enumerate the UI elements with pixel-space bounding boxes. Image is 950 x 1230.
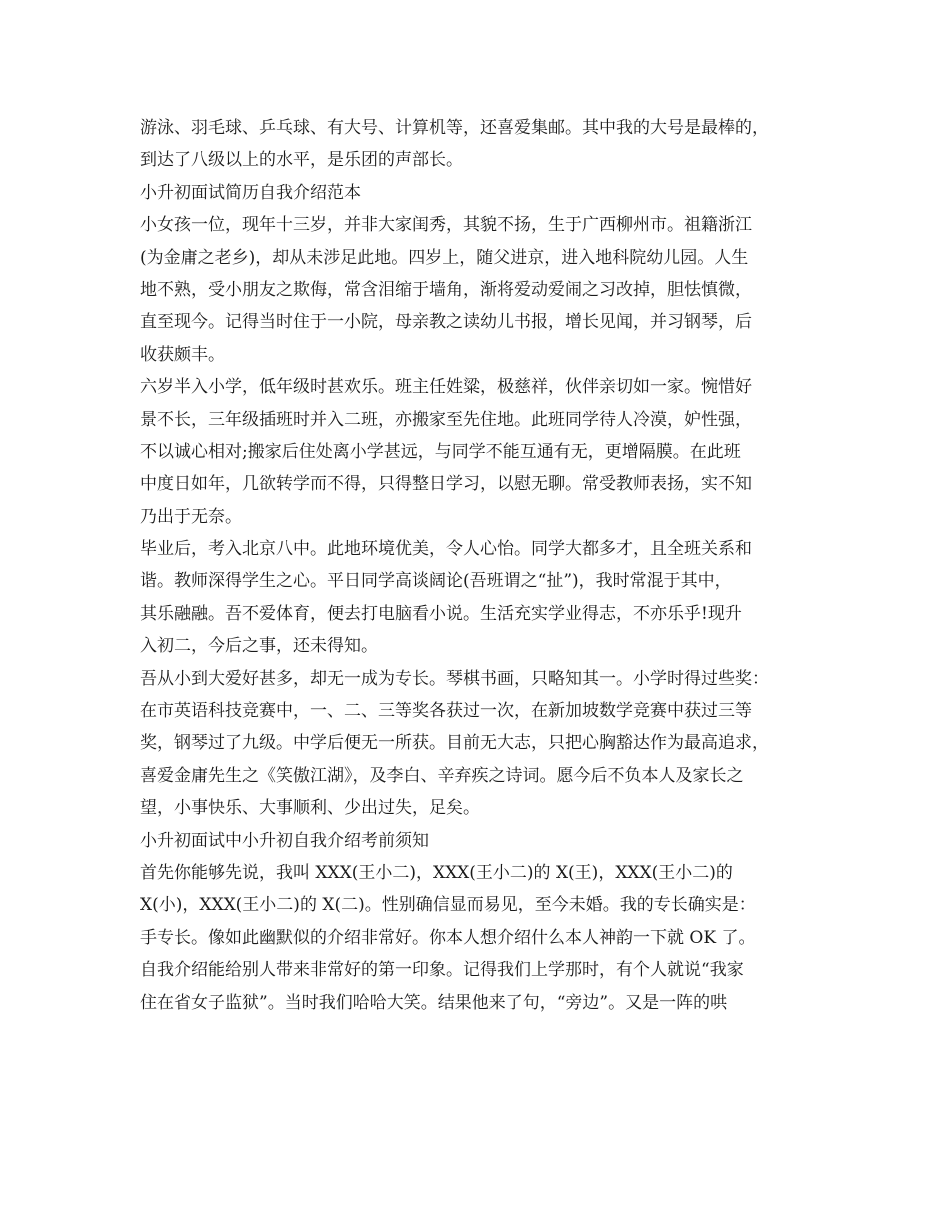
text-line: 六岁半入小学，低年级时甚欢乐。班主任姓粱，极慈祥，伙伴亲切如一家。惋惜好 <box>140 377 752 398</box>
text-line: 望，小事快乐、大事顺利、少出过失，足矣。 <box>140 798 480 819</box>
text-line: (为金庸之老乡)，却从未涉足此地。四岁上，随父进京，进入地科院幼儿园。人生 <box>140 247 749 268</box>
text-line: 毕业后，考入北京八中。此地环境优美，令人心怡。同学大都多才，且全班关系和 <box>140 539 752 560</box>
text-line: 喜爱金庸先生之《笑傲江湖》，及李白、辛弃疾之诗词。愿今后不负本人及家长之 <box>140 765 744 786</box>
text-line: 收获颇丰。 <box>140 344 225 365</box>
paragraph <box>140 954 830 1019</box>
text-line: 住在省女子监狱”。当时我们哈哈大笑。结果他来了句，“旁边”。又是一阵的哄 <box>140 992 728 1013</box>
text-line: 乃出于无奈。 <box>140 506 242 527</box>
text-line: 景不长，三年级插班时并入二班，亦搬家至先住地。此班同学待人冷漠，妒性强， <box>140 409 752 430</box>
section-heading <box>140 177 830 209</box>
text-line: 小女孩一位，现年十三岁，并非大家闺秀，其貌不扬，生于广西柳州市。祖籍浙江 <box>140 215 752 236</box>
text-line: 自我介绍能给别人带来非常好的第一印象。记得我们上学那时，有个人就说“我家 <box>140 960 744 981</box>
text-line: 吾从小到大爱好甚多，却无一成为专长。琴棋书画，只略知其一。小学时得过些奖： <box>140 668 769 689</box>
paragraph <box>140 112 830 177</box>
text-line: X(小)，XXX(王小二)的 X(二)。性别确信显而易见，至今未婚。我的专长确实是： <box>140 895 756 916</box>
text-line: 游泳、羽毛球、乒乓球、有大号、计算机等，还喜爱集邮。其中我的大号是最棒的， <box>140 118 769 138</box>
text-line: 奖，钢琴过了九级。中学后便无一所获。目前无大志，只把心胸豁达作为最高追求， <box>140 733 769 754</box>
paragraph <box>140 857 830 954</box>
text-line: 其乐融融。吾不爱体育，便去打电脑看小说。生活充实学业得志，不亦乐乎!现升 <box>140 603 742 624</box>
section-heading <box>140 825 830 857</box>
text-line: 入初二，今后之事，还未得知。 <box>140 636 378 657</box>
text-line: 谐。教师深得学生之心。平日同学高谈阔论(吾班谓之“扯”)，我时常混于其中， <box>140 571 732 592</box>
paragraph <box>140 533 830 663</box>
text-line: 在市英语科技竞赛中，一、二、三等奖各获过一次，在新加坡数学竞赛中获过三等 <box>140 701 752 722</box>
text-line: 首先你能够先说，我叫 XXX(王小二)，XXX(王小二)的 X(王)，XXX(王小二)的 <box>140 862 733 883</box>
document-body <box>140 112 830 1019</box>
paragraph <box>140 209 830 371</box>
text-line: 小升初面试简历自我介绍范本 <box>140 182 361 203</box>
text-line: 小升初面试中小升初自我介绍考前须知 <box>140 830 429 851</box>
text-line: 直至现今。记得当时住于一小院，母亲教之读幼儿书报，增长见闻，并习钢琴，后 <box>140 312 752 333</box>
paragraph <box>140 663 830 825</box>
text-line: 到达了八级以上的水平，是乐团的声部长。 <box>140 150 463 171</box>
text-line: 地不熟，受小朋友之欺侮，常含泪缩于墙角，渐将爱动爱闹之习改掉，胆怯慎微， <box>140 279 752 300</box>
text-line: 不以诚心相对;搬家后住处离小学甚远，与同学不能互通有无，更增隔膜。在此班 <box>140 441 741 462</box>
text-line: 手专长。像如此幽默似的介绍非常好。你本人想介绍什么本人神韵一下就 OK 了。 <box>140 927 756 948</box>
text-line: 中度日如年，几欲转学而不得，只得整日学习，以慰无聊。常受教师表扬，实不知 <box>140 474 752 495</box>
paragraph <box>140 371 830 533</box>
